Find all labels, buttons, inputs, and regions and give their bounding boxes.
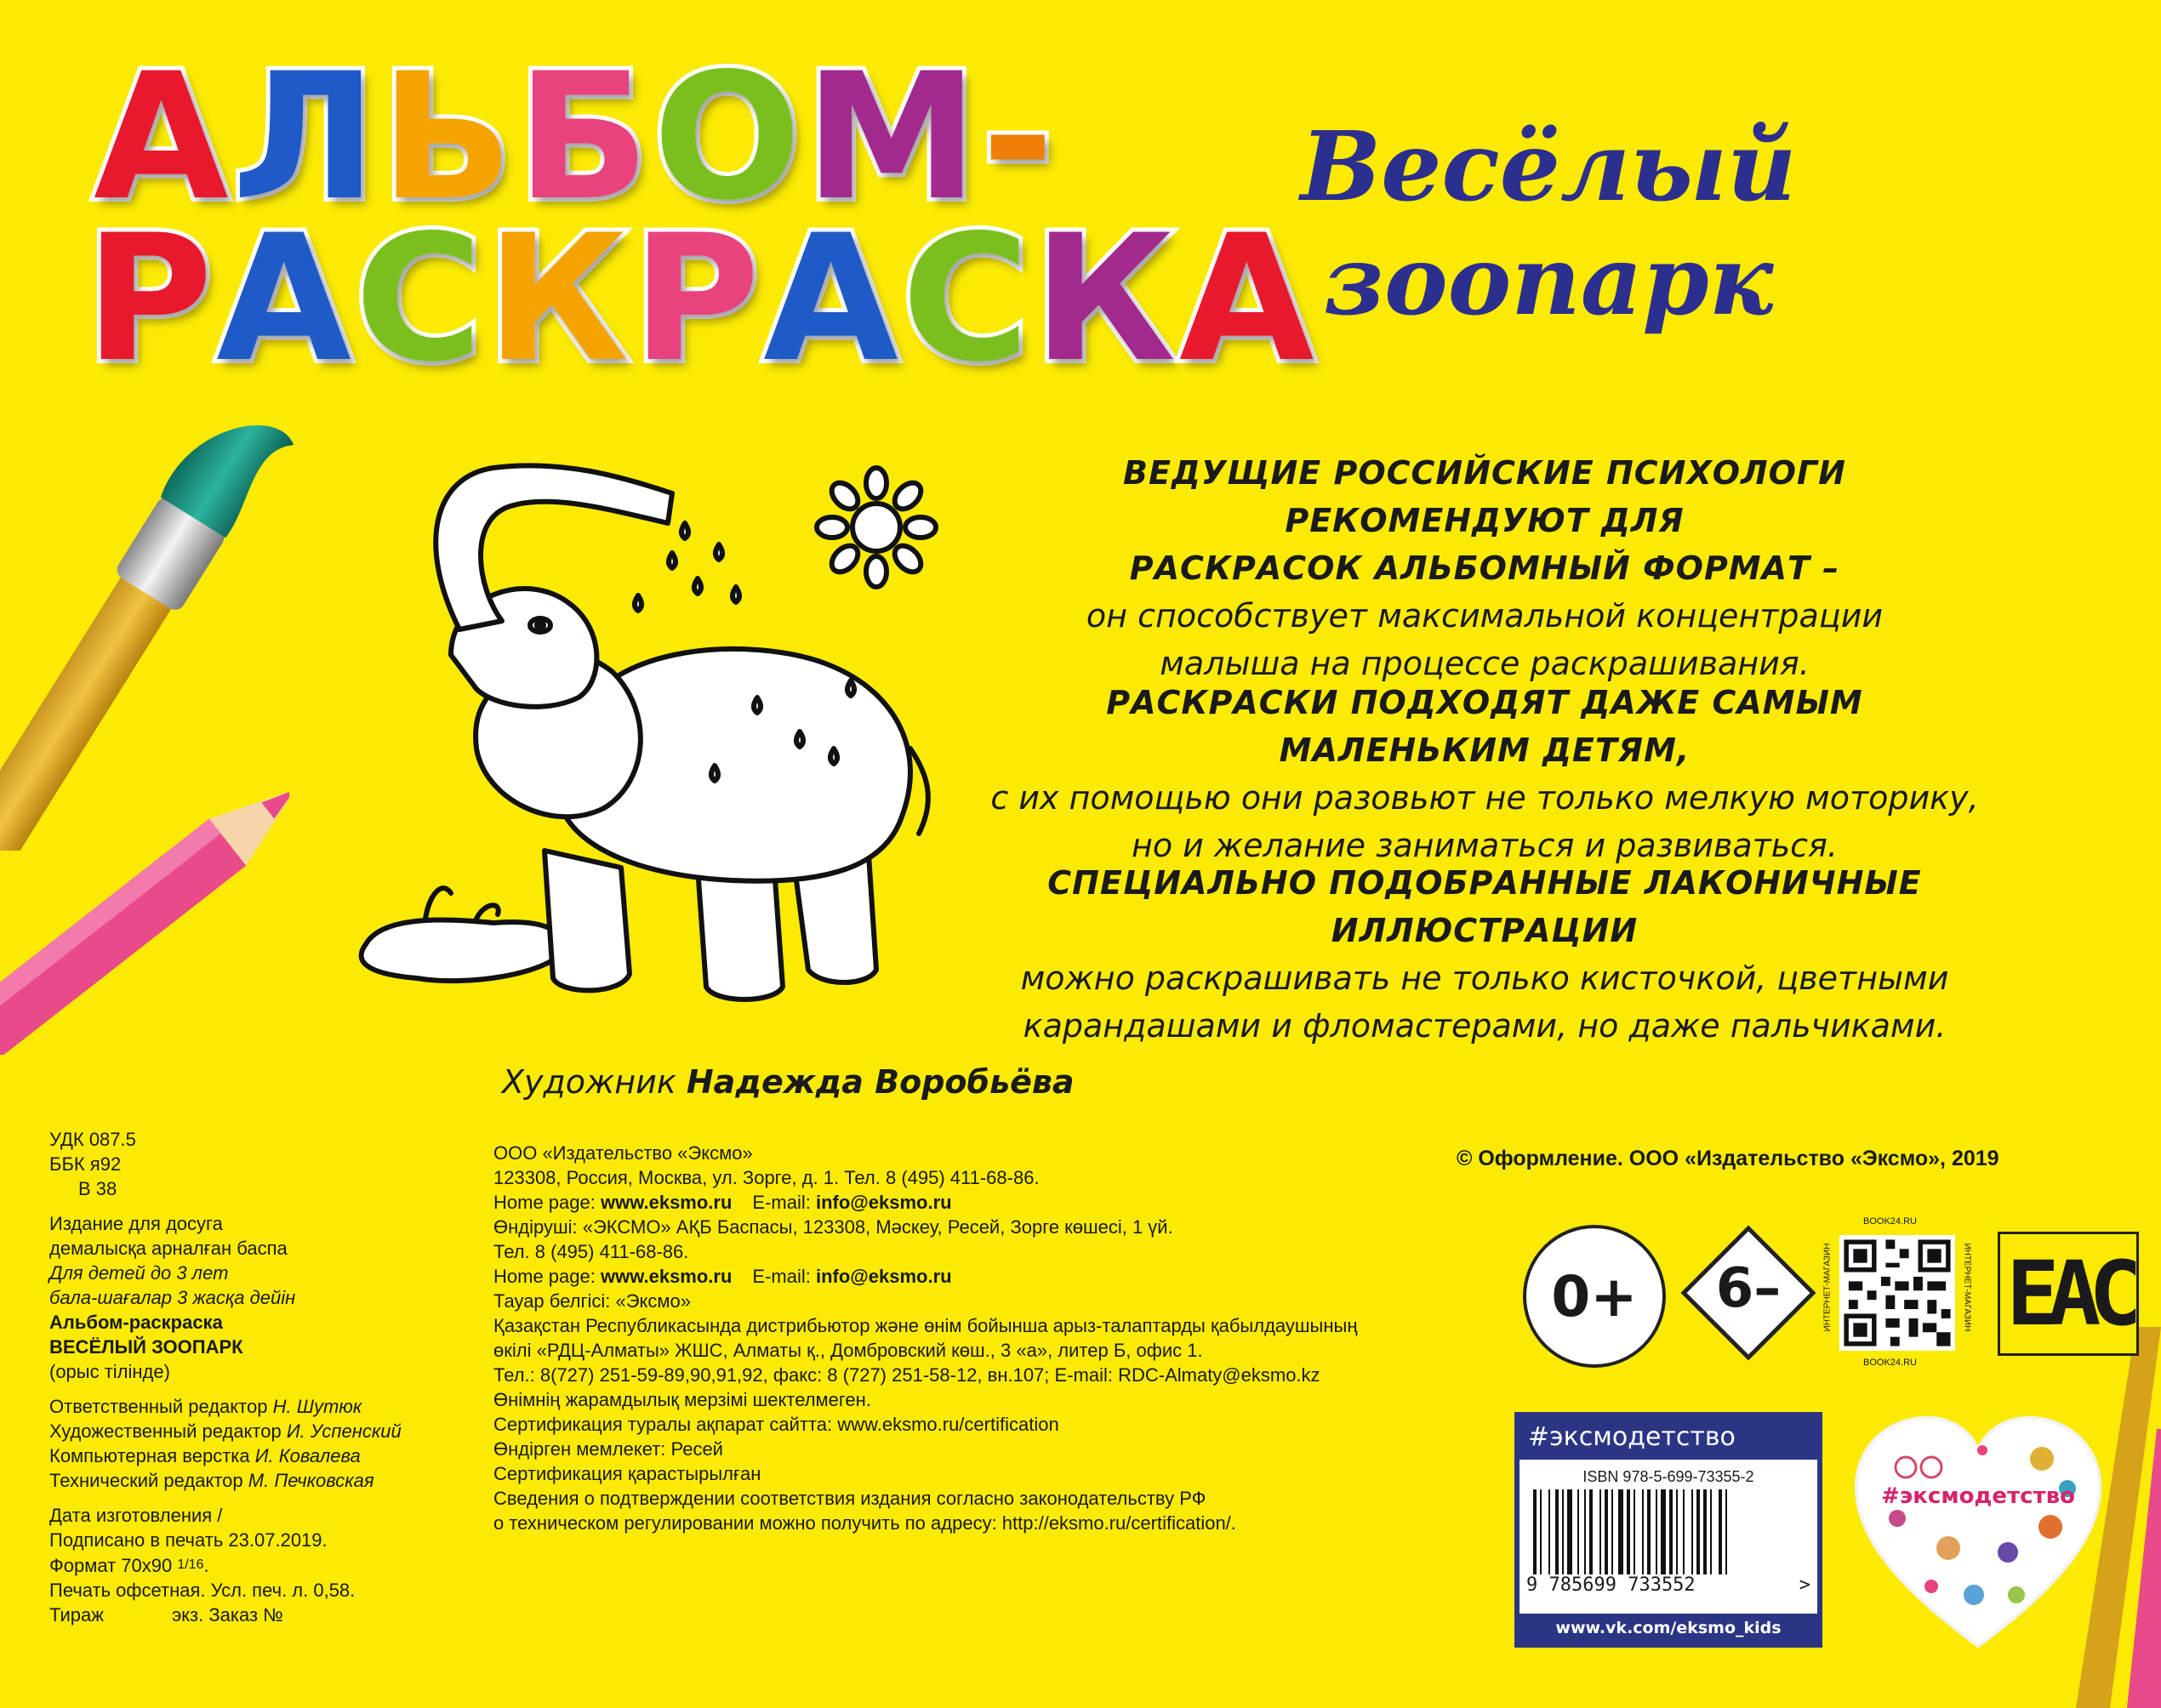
title-letter: Л	[231, 37, 379, 239]
barcode-bar	[1584, 1489, 1586, 1574]
barcode-bar	[1634, 1489, 1635, 1574]
title-letter: Р	[631, 198, 762, 401]
date-label: Дата изготовления /	[49, 1505, 223, 1526]
title-letter: -	[981, 37, 1056, 239]
edition-type-kz: демалысқа арналған баспа	[49, 1238, 288, 1259]
title-letter: С	[354, 198, 485, 401]
distributor-line-2: өкілі «РДЦ-Алматы» ЖШС, Алматы қ., Домбровский көш., 3 «а», литер Б, офис 1.	[493, 1340, 1203, 1361]
barcode-digits-row	[1520, 1574, 1817, 1596]
barcode-bar	[1647, 1489, 1651, 1574]
book-name: ВЕСЁЛЫЙ ЗООПАРК	[49, 1336, 243, 1358]
rec-bold-line: СПЕЦИАЛЬНО ПОДОБРАННЫЕ ЛАКОНИЧНЫЕ ИЛЛЮСТРАЦИИ	[1047, 864, 1922, 949]
barcode-digits: 9 785699 733552	[1526, 1574, 1696, 1596]
barcode-bar	[1703, 1489, 1707, 1574]
eac-mark: EAC	[1998, 1232, 2139, 1356]
sun-icon	[817, 468, 936, 587]
manufacturer-kz: Өндіруші: «ЭКСМО» АҚБ Баспасы, 123308, Мәскеу, Ресей, Зорге көшесі, 1 үй.	[493, 1216, 1173, 1238]
title-letter: К	[486, 198, 630, 401]
art-editor-line: Художественный редактор И. Успенский	[49, 1420, 402, 1442]
editor-line: Ответственный редактор Н. Шутюк	[49, 1396, 362, 1417]
circulation-line: Тираж экз. Заказ №	[49, 1604, 283, 1625]
subtitle-line-1: Весёлый	[1300, 111, 1797, 223]
conformity-line-2: о техническом регулировании можно получить по адресу: http://eksmo.ru/certification/.	[493, 1512, 1236, 1534]
barcode-bar	[1562, 1489, 1564, 1574]
manufacturer-web: Home page: www.eksmo.ru E-mail: info@eksmo.ru	[493, 1266, 952, 1287]
barcode-bar	[1725, 1489, 1727, 1574]
barcode-bar	[1605, 1489, 1608, 1574]
heart-sticker	[1846, 1408, 2110, 1654]
qr-bottom-label: BOOK24.RU	[1863, 1358, 1917, 1368]
vk-url[interactable]: www.vk.com/eksmo_kids	[1520, 1614, 1817, 1643]
barcode-bar	[1719, 1489, 1722, 1574]
barcode-bar	[1599, 1489, 1601, 1574]
language-note: (орыс тілінде)	[49, 1361, 170, 1382]
distributor-contacts: Тел.: 8(727) 251-59-89,90,91,92, факс: 8 (727) 251-58-12, вн.107; E-mail: RDC-Almaty@eksmo.kz	[493, 1364, 1320, 1386]
conformity-line-1: Сведения о подтверждении соответствия издания согласно законодательству РФ	[493, 1488, 1206, 1509]
trademark: Тауар белгісі: «Эксмо»	[493, 1290, 692, 1312]
barcode-bar	[1691, 1489, 1693, 1574]
title-letter: А	[216, 198, 353, 401]
isbn-barcode-block	[1514, 1412, 1822, 1648]
qr-right-label: ИНТЕРНЕТ-МАГАЗИН	[1962, 1243, 1972, 1332]
layout-editor-line: Компьютерная верстка И. Ковалева	[49, 1445, 361, 1466]
certification-note: Сертификация қарастырылған	[493, 1463, 761, 1484]
title-letter: К	[1033, 198, 1177, 401]
copyright: © Оформление. ООО «Издательство «Эксмо», 2019	[1457, 1147, 1999, 1170]
title-letter: Р	[85, 198, 215, 401]
publisher-address: 123308, Россия, Москва, ул. Зорге, д. 1. Тел. 8 (495) 411-68-86.	[493, 1167, 1040, 1188]
publisher-name: ООО «Издательство «Эксмо»	[493, 1142, 753, 1164]
barcode-bar	[1627, 1489, 1630, 1574]
qr-top-label: BOOK24.RU	[1863, 1216, 1917, 1227]
age-note-kz: бала-шағалар 3 жасқа дейін	[49, 1287, 296, 1308]
heart-hashtag: #эксмодетство	[1881, 1483, 2075, 1509]
rec-text-line: можно раскрашивать не только кисточкой, цветными	[1020, 959, 1949, 997]
recommendation-paragraph-1	[978, 449, 1991, 687]
barcode-bar	[1656, 1489, 1657, 1574]
format-line: Формат 70х90 1/16.	[49, 1555, 209, 1576]
rec-text-line: с их помощью они разовьют не только мелкую моторику,	[990, 779, 1979, 817]
print-date: Подписано в печать 23.07.2019.	[49, 1529, 328, 1551]
edition-type: Издание для досуга	[49, 1213, 223, 1234]
rec-text-line: он способствует максимальной концентрации	[1086, 597, 1884, 635]
rec-text-line: но и желание заниматься и развиваться.	[1131, 827, 1838, 864]
recommendation-paragraph-2	[978, 679, 1991, 869]
qr-block	[1821, 1216, 1974, 1369]
title-letter: А	[1178, 198, 1316, 401]
print-type: Печать офсетная. Усл. печ. л. 0,58.	[49, 1580, 356, 1601]
hashtag-banner: #эксмодетство	[1520, 1417, 1817, 1460]
title-letter: А	[94, 37, 231, 239]
age-rating-badge: 0+	[1523, 1225, 1666, 1368]
barcode-bar	[1696, 1489, 1700, 1574]
certification-site: Сертификация туралы ақпарат сайтта: www.eksmo.ru/certification	[493, 1414, 1059, 1435]
artist-name: Надежда Воробьёва	[686, 1063, 1075, 1101]
barcode-bar	[1669, 1489, 1673, 1574]
udk: УДК 087.5	[49, 1129, 136, 1150]
book-type: Альбом-раскраска	[49, 1312, 223, 1333]
tech-editor-line: Технический редактор М. Печковская	[49, 1470, 374, 1491]
subtitle-line-2: зоопарк	[1323, 225, 1774, 338]
barcode-bar	[1533, 1489, 1537, 1574]
barcode-bar	[1577, 1489, 1579, 1574]
country-of-origin: Өндірген мемлекет: Ресей	[493, 1438, 723, 1460]
barcode-bar	[1661, 1489, 1666, 1574]
recommendation-paragraph-3	[978, 859, 1991, 1050]
title-letter: О	[653, 37, 803, 239]
artist-credit	[502, 1063, 1075, 1101]
barcode-bar	[1618, 1489, 1623, 1574]
barcode-bar	[1683, 1489, 1685, 1574]
rec-bold-line: РАСКРАСОК АЛЬБОМНЫЙ ФОРМАТ –	[1129, 549, 1840, 587]
book-subtitle	[1293, 111, 1804, 339]
rec-bold-line: ВЕДУЩИЕ РОССИЙСКИЕ ПСИХОЛОГИ РЕКОМЕНДУЮТ ДЛЯ	[1123, 454, 1846, 539]
barcode-bar	[1555, 1489, 1559, 1574]
barcode-arrow: >	[1799, 1574, 1810, 1596]
barcode-bar	[1642, 1489, 1644, 1574]
title-letter: Б	[516, 37, 652, 239]
barcode-bar	[1540, 1489, 1542, 1574]
qr-code-icon	[1839, 1232, 1955, 1354]
elephant-coloring-illustration	[349, 442, 961, 1004]
qr-left-label: ИНТЕРНЕТ-МАГАЗИН	[1822, 1243, 1833, 1332]
title-letter: М	[804, 37, 980, 239]
artist-label: Художник	[502, 1063, 676, 1101]
manufacturer-phone: Тел. 8 (495) 411-68-86.	[493, 1241, 689, 1262]
rec-text-line: малыша на процессе раскрашивания.	[1160, 645, 1810, 682]
barcode-icon	[1528, 1489, 1809, 1574]
age-diamond-label: 6–	[1715, 1257, 1782, 1320]
shelf-life: Өнімнің жарамдылық мерзімі шектелмеген.	[493, 1389, 871, 1410]
bbk: ББК я92	[49, 1153, 122, 1175]
rec-text-line: карандашами и фломастерами, но даже пальчиками.	[1023, 1007, 1947, 1045]
age-diamond-badge	[1680, 1225, 1808, 1352]
title-letter: С	[901, 198, 1032, 401]
barcode-bar	[1676, 1489, 1678, 1574]
age-note: Для детей до 3 лет	[49, 1262, 229, 1284]
title-letter: А	[763, 198, 900, 401]
rec-bold-line: РАСКРАСКИ ПОДХОДЯТ ДАЖЕ САМЫМ МАЛЕНЬКИМ ДЕТЯМ,	[1106, 684, 1863, 769]
author-code: В 38	[78, 1178, 117, 1199]
title-line-2	[85, 198, 1316, 401]
imprint-left-column	[49, 1127, 449, 1627]
distributor-line-1: Қазақстан Республикасында дистрибьютор және өнім бойынша арыз-талаптарды қабылдаушының	[493, 1315, 1358, 1336]
barcode-bar	[1611, 1489, 1613, 1574]
isbn-number: ISBN 978-5-699-73355-2	[1582, 1468, 1754, 1485]
publisher-web: Home page: www.eksmo.ru E-mail: info@eksmo.ru	[493, 1192, 952, 1213]
barcode-bar	[1589, 1489, 1593, 1574]
pencil-illustration	[0, 749, 289, 1055]
imprint-middle-column	[493, 1141, 1540, 1535]
barcode-bar	[1710, 1489, 1712, 1574]
barcode-bar	[1548, 1489, 1550, 1574]
barcode-bar	[1567, 1489, 1572, 1574]
title-letter: Ь	[379, 37, 516, 239]
